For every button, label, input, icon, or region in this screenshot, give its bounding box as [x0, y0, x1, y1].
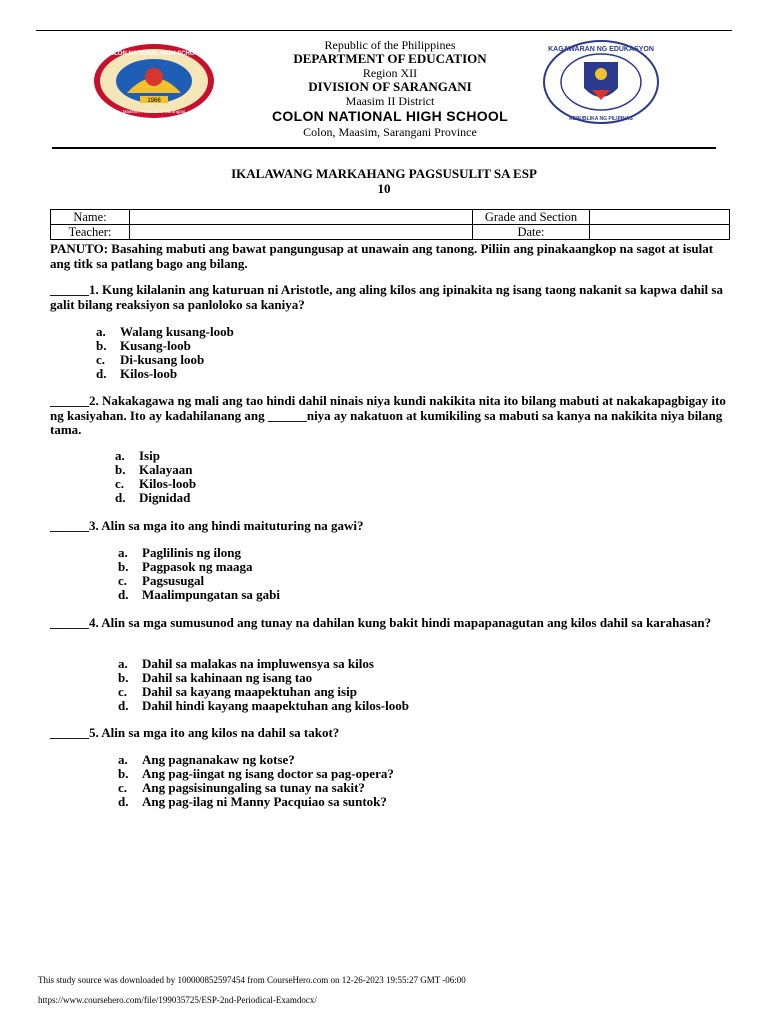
option-item: d. Dignidad	[115, 490, 191, 505]
option-item: c. Ang pagsisinungaling sa tunay na sakit?	[118, 780, 365, 795]
option-item: a. Paglilinis ng ilong	[118, 545, 241, 560]
option-item: c. Dahil sa kayang maapektuhan ang isip	[118, 684, 357, 699]
school-seal-logo	[92, 43, 216, 119]
option-item: d. Maalimpungatan sa gabi	[118, 587, 280, 602]
option-item: b. Pagpasok ng maaga	[118, 559, 253, 574]
question-3-options	[118, 546, 280, 602]
letterhead-region: Region XII	[362, 66, 418, 80]
question-4-options	[118, 657, 409, 713]
option-item: b. Kalayaan	[115, 462, 193, 477]
footer-source-url[interactable]: https://www.coursehero.com/file/199035725/ESP-2nd-Periodical-Examdocx/	[38, 995, 317, 1005]
option-item: b. Ang pag-iingat ng isang doctor sa pag-opera?	[118, 766, 394, 781]
grade-section-label: Grade and Section	[473, 210, 590, 225]
option-item: b. Dahil sa kahinaan ng isang tao	[118, 670, 313, 685]
seal-arc-text: COLON NATIONAL HIGH SCHOOL	[105, 51, 203, 57]
option-item: b. Kusang-loob	[96, 338, 191, 353]
date-label: Date:	[473, 225, 590, 240]
name-label: Name:	[51, 210, 130, 225]
seal-year: 1966	[147, 98, 161, 104]
question-5: ______5. Alin sa mga ito ang kilos na dahil sa takot?	[50, 725, 340, 740]
deped-seal-logo	[542, 40, 660, 124]
letterhead-address: Colon, Maasim, Sarangani Province	[303, 125, 477, 139]
option-item: a. Isip	[115, 448, 160, 463]
letterhead-republic: Republic of the Philippines	[324, 38, 456, 52]
option-item: c. Kilos-loob	[115, 476, 197, 491]
question-3: ______3. Alin sa mga ito ang hindi maituturing na gawi?	[50, 518, 364, 533]
question-1: ______1. Kung kilalanin ang katuruan ni Aristotle, ang aling kilos ang ipinakita ng isang taong nakanit sa kapwa dahil sa galit bilang reaksiyon sa panloloko sa kaniya?	[50, 282, 723, 312]
option-item: a. Dahil sa malakas na impluwensya sa kilos	[118, 656, 374, 671]
deped-seal-bottom-text: REPUBLIKA NG PILIPINAS	[569, 116, 633, 122]
top-rule	[36, 30, 732, 31]
instructions: PANUTO: Basahing mabuti ang bawat pangungusap at unawain ang tanong. Piliin ang pinakaangkop na sagot at isulat ang titk sa patlang bago ang bilang.	[50, 241, 714, 271]
exam-grade-number: 10	[377, 181, 391, 196]
footer-download-note: This study source was downloaded by 100000852597454 from CourseHero.com on 12-26-2023 19:55:27 GMT -06:00	[38, 975, 466, 985]
option-item: a. Ang pagnanakaw ng kotse?	[118, 752, 295, 767]
deped-seal-top-text: KAGAWARAN NG EDUKASYON	[548, 46, 654, 53]
question-1-options	[96, 325, 234, 381]
option-item: d. Ang pag-ilag ni Manny Pacquiao sa suntok?	[118, 794, 387, 809]
option-item: c. Di-kusang loob	[96, 352, 205, 367]
date-field[interactable]	[590, 225, 730, 240]
letterhead-deped: DEPARTMENT OF EDUCATION	[293, 51, 487, 66]
option-item: d. Kilos-loob	[96, 366, 178, 381]
option-item: d. Dahil hindi kayang maapektuhan ang kilos-loob	[118, 698, 409, 713]
option-item: a. Walang kusang-loob	[96, 324, 234, 339]
seal-bottom-text: Maasim, Province of Sarangani	[122, 109, 186, 114]
grade-section-field[interactable]	[590, 210, 730, 225]
teacher-label: Teacher:	[51, 225, 130, 240]
question-2-options	[115, 449, 196, 505]
letterhead-school-name: COLON NATIONAL HIGH SCHOOL	[272, 108, 508, 124]
question-5-options	[118, 753, 394, 809]
letterhead-division: DIVISION OF SARANGANI	[308, 79, 472, 94]
exam-title: IKALAWANG MARKAHANG PAGSUSULIT SA ESP	[231, 166, 537, 181]
header-rule	[52, 147, 716, 149]
name-field[interactable]	[130, 210, 473, 225]
letterhead-district: Maasim II District	[345, 94, 435, 108]
teacher-field[interactable]	[130, 225, 473, 240]
question-2: ______2. Nakakagawa ng mali ang tao hindi dahil ninais niya kundi nakikita nita ito bilang mabuti at nakakapagbigay ito ng kasiyahan. Ito ay kadahilanang ang ______niya ay nakatuon at kumikiling sa mabuti sa kanya na nakikita niya bilang tama.	[50, 393, 726, 437]
question-4: ______4. Alin sa mga sumusunod ang tunay na dahilan kung bakit hindi mapapanagutan ang kilos dahil sa karahasan?	[50, 615, 712, 630]
student-info-table	[50, 209, 730, 240]
letterhead	[230, 38, 550, 139]
option-item: c. Pagsusugal	[118, 573, 205, 588]
